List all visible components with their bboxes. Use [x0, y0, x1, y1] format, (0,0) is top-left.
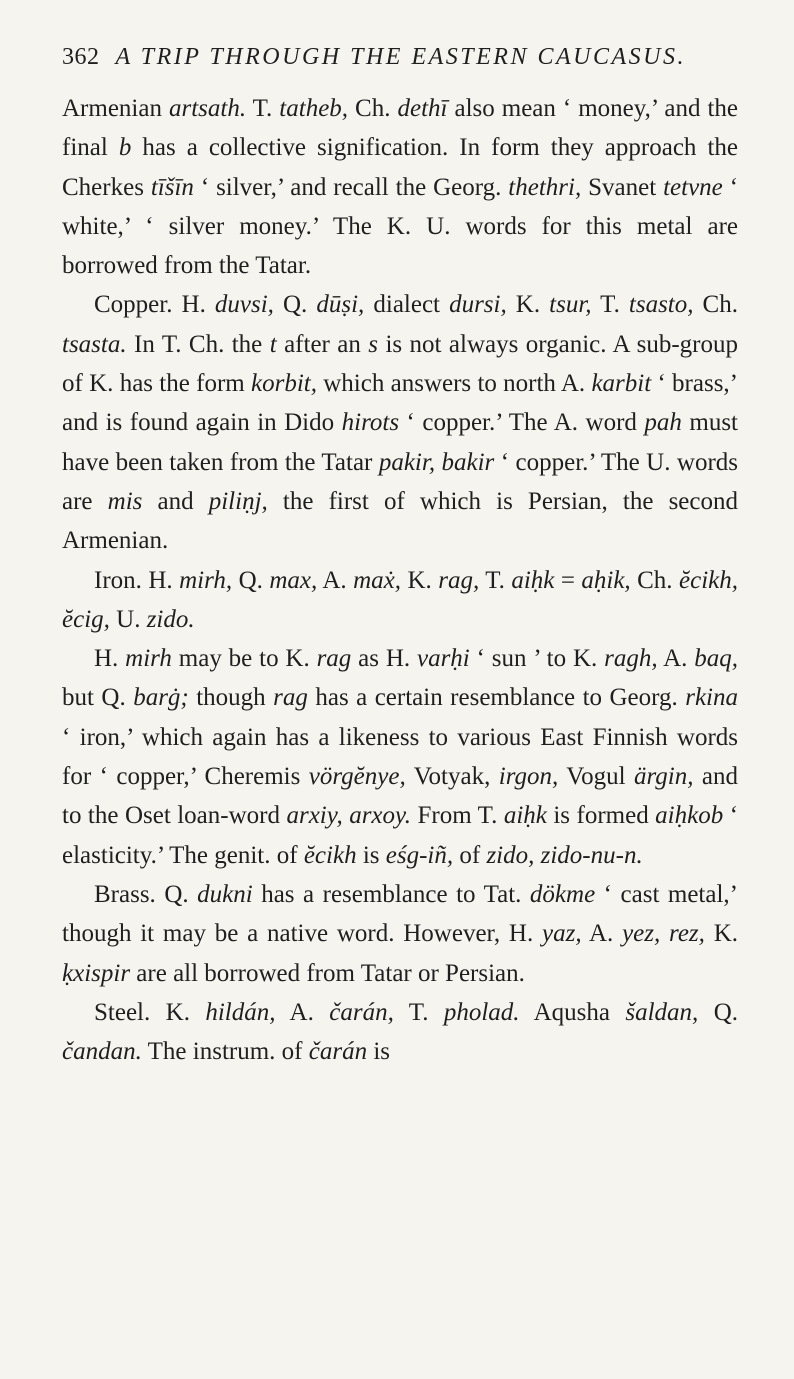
text-run: T.	[393, 998, 444, 1026]
italic-term: maẋ,	[353, 566, 401, 594]
text-run: but Q.	[62, 684, 134, 712]
text-run: Iron. H.	[94, 566, 180, 594]
italic-term: aiḥk	[503, 802, 547, 830]
text-run: ‘ brass,’ and is found again in Dido	[62, 370, 738, 437]
running-title: A TRIP THROUGH THE EASTERN CAUCASUS.	[115, 44, 686, 70]
italic-term: ärgin,	[633, 763, 694, 791]
italic-term: pakir,	[378, 448, 436, 476]
paragraph	[62, 639, 738, 875]
text-run: is	[367, 1038, 391, 1066]
italic-term: ĕcig,	[62, 605, 110, 633]
italic-term: zido,	[486, 841, 535, 869]
text-run: Aqusha	[519, 998, 626, 1026]
italic-term: zido.	[146, 605, 195, 633]
italic-term: ḳxispir	[62, 959, 131, 987]
text-run: has a certain resemblance to Georg.	[307, 684, 686, 712]
italic-term: aiḥk	[511, 566, 555, 594]
italic-term: dukni	[197, 880, 253, 908]
italic-term: ĕcikh,	[679, 566, 738, 594]
text-run: Q.	[698, 998, 739, 1026]
text-run: and	[142, 487, 209, 515]
text-run: Ch.	[630, 566, 679, 594]
italic-term: dūṣi,	[316, 291, 365, 319]
text-run: A.	[275, 998, 330, 1026]
italic-term: mirh	[125, 645, 172, 673]
italic-term: tīšīn	[150, 173, 194, 201]
italic-term: ĕcikh	[303, 841, 357, 869]
italic-term: piliṇj,	[208, 487, 268, 515]
text-run: Copper. H.	[94, 291, 215, 319]
text-run: The instrum. of	[141, 1038, 309, 1066]
text-run: as H.	[351, 645, 417, 673]
italic-term: karbit	[591, 370, 652, 398]
text-run: ‘ copper.’ The A. word	[399, 409, 645, 437]
text-run: is not always organic. A sub-group of K. has the form	[62, 330, 739, 398]
italic-term: arxiy,	[286, 802, 343, 830]
text-run: H.	[94, 645, 126, 673]
italic-term: pholad.	[443, 998, 520, 1026]
italic-term: dursi,	[449, 291, 507, 319]
italic-term: pah	[644, 409, 682, 437]
text-run: Ch.	[693, 291, 738, 319]
italic-term: tsasto,	[628, 291, 694, 319]
text-run: are all borrowed from Tatar or Persian.	[130, 959, 525, 987]
italic-term: dethī	[397, 95, 448, 122]
text-run: K.	[401, 566, 439, 594]
italic-term: thethri,	[508, 173, 582, 201]
italic-term: duvsi,	[214, 291, 274, 319]
text-run: ‘ copper.’ The U. words are	[62, 448, 738, 515]
italic-term: hildán,	[205, 998, 276, 1026]
text-run: is formed	[546, 802, 656, 830]
italic-term: mis	[107, 487, 143, 515]
italic-term: t	[269, 330, 277, 358]
paragraph	[62, 993, 738, 1072]
text-run: K.	[704, 920, 739, 948]
text-run: Q.	[273, 291, 317, 319]
text-run: T.	[246, 95, 280, 122]
text-run: T.	[479, 566, 512, 594]
italic-term: vörgĕnye,	[308, 763, 406, 791]
text-run: A.	[657, 645, 695, 673]
paragraph	[62, 285, 738, 560]
italic-term: aiḥkob	[655, 802, 724, 830]
text-run: dialect	[364, 291, 450, 319]
text-run: and to the Oset loan-word	[62, 763, 739, 830]
text-run: Ch.	[348, 95, 398, 122]
text-run: of	[453, 841, 487, 869]
italic-term: barġ;	[133, 684, 189, 712]
text-run: Svanet	[581, 173, 664, 201]
text-run: Steel. K.	[94, 998, 206, 1026]
text-run: ‘ white,’ ‘ silver money.’ The K. U. words for this metal are borrowed from the Tatar.	[62, 173, 739, 280]
italic-term: tsasta.	[62, 330, 127, 358]
text-run: ‘ sun ’ to K.	[469, 645, 605, 673]
text-run: Brass. Q.	[94, 880, 198, 908]
italic-term: rag,	[438, 566, 480, 594]
text-run: In T. Ch. the	[126, 330, 270, 358]
italic-term: varḥi	[416, 645, 470, 673]
italic-term: tsur,	[549, 291, 592, 319]
italic-term: b	[118, 134, 132, 162]
italic-term: čandan.	[62, 1038, 142, 1066]
italic-term: rkina	[685, 684, 739, 712]
text-run: K.	[506, 291, 550, 319]
italic-term: ragh,	[604, 645, 658, 673]
body-text	[62, 89, 738, 1071]
italic-term: bakir	[441, 448, 495, 476]
text-run: A.	[317, 566, 354, 594]
text-run: though	[188, 684, 274, 712]
italic-term: baq,	[694, 645, 738, 673]
italic-term: rag	[273, 684, 308, 712]
italic-term: mirh,	[179, 566, 233, 594]
text-run: also mean ‘ money,’ and the final	[62, 95, 738, 162]
text-run: has a collective signification. In form they approach the Cherkes	[62, 134, 738, 201]
text-run	[660, 920, 669, 947]
text-run: has a resemblance to Tat.	[252, 880, 530, 908]
italic-term: artsath.	[168, 95, 247, 122]
italic-term: tetvne	[663, 173, 723, 201]
italic-term: čarán	[308, 1038, 368, 1066]
text-run: From T.	[411, 802, 504, 830]
text-run: ‘ elasticity.’ The genit. of	[62, 802, 739, 869]
italic-term: tatheb,	[279, 95, 349, 122]
italic-term: šaldan,	[625, 998, 699, 1026]
text-run: T.	[591, 291, 629, 319]
text-run: Votyak,	[405, 763, 499, 791]
italic-term: eśg-iñ,	[385, 841, 454, 869]
italic-term: čarán,	[329, 998, 394, 1026]
text-run: ‘ cast metal,’ though it may be a native word. However, H.	[62, 880, 738, 948]
text-run: Vogul	[558, 763, 634, 791]
text-run: ‘ silver,’ and recall the Georg.	[193, 173, 509, 201]
text-run: is	[356, 841, 386, 869]
paragraph	[62, 875, 738, 993]
italic-term: zido-nu-n.	[540, 841, 643, 869]
italic-term: arxoy.	[349, 802, 411, 830]
italic-term: rag	[316, 645, 352, 673]
text-run: U.	[109, 605, 147, 633]
italic-term: korbit,	[251, 370, 317, 398]
italic-term: hirots	[341, 409, 400, 437]
paragraph	[62, 89, 738, 285]
text-run: after an	[276, 330, 369, 358]
italic-term: yaz,	[542, 920, 582, 948]
italic-term: aḥik,	[581, 566, 631, 594]
italic-term: max,	[269, 566, 318, 594]
text-run: Armenian	[62, 95, 169, 122]
running-header	[62, 44, 738, 71]
page-number: 362	[62, 44, 100, 70]
text-run: the first of which is Persian, the second Armenian.	[62, 487, 738, 555]
italic-term: irgon,	[498, 763, 559, 791]
text-run: A.	[581, 920, 623, 948]
italic-term: dökme	[529, 880, 596, 908]
paragraph	[62, 561, 738, 640]
italic-term: rez,	[669, 920, 705, 948]
text-run: Q.	[232, 566, 270, 594]
text-run: which answers to north A.	[316, 370, 592, 398]
text-run: must have been taken from the Tatar	[62, 409, 739, 476]
italic-term: s	[368, 330, 379, 358]
text-run: =	[554, 566, 582, 594]
italic-term: yez,	[622, 920, 661, 948]
text-run: ‘ iron,’ which again has a likeness to various East Finnish words for ‘ copper,’ Cheremis	[62, 723, 738, 791]
text-run: may be to K.	[171, 645, 317, 673]
